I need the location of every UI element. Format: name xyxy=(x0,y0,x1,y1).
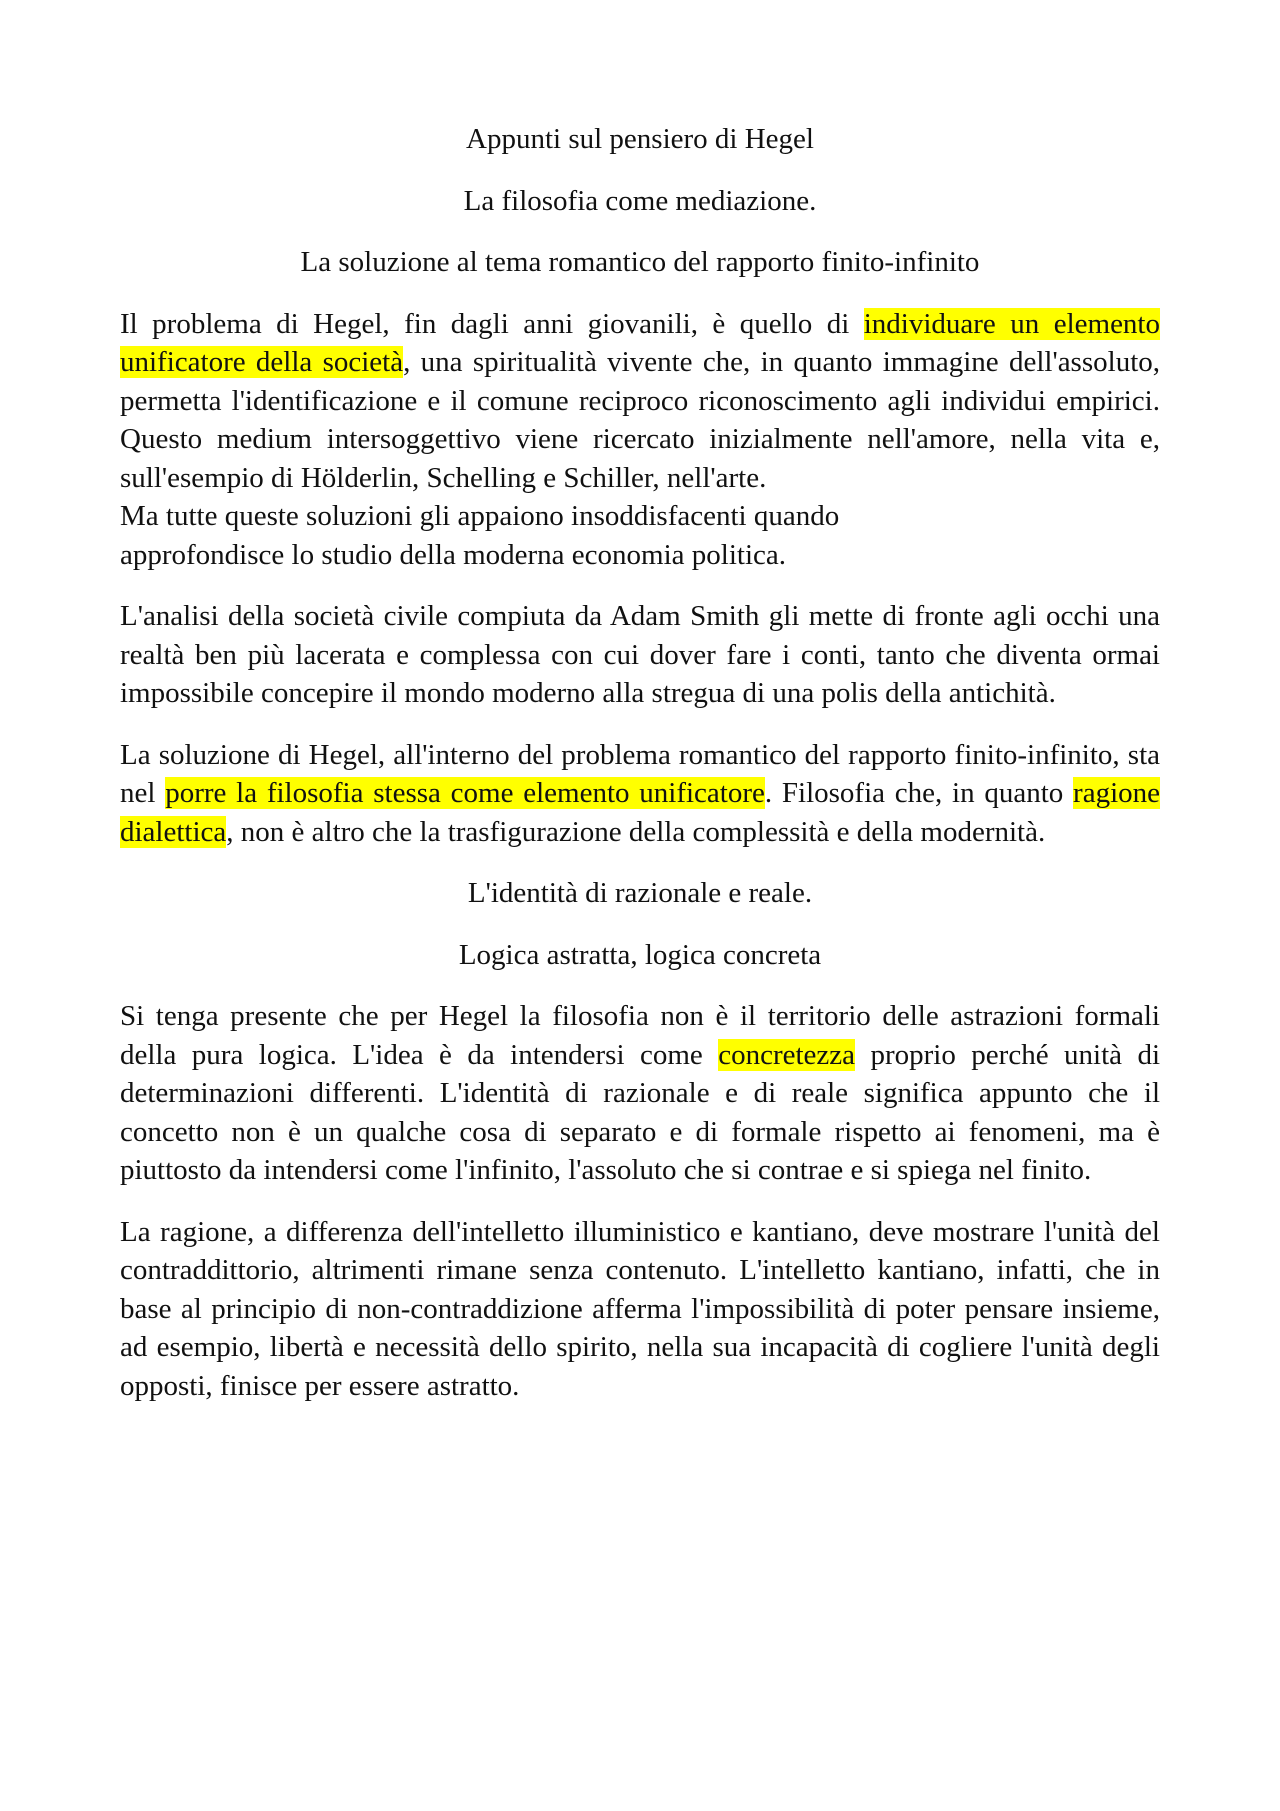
document-page xyxy=(120,120,1160,1428)
paragraph-3-text-a: La soluzione di Hegel, all'interno del problema romantico del rapporto finito-infinito, sta nel xyxy=(120,738,1160,809)
paragraph-1 xyxy=(120,305,1160,575)
paragraph-1-text-a: Il problema di Hegel, fin dagli anni giovanili, è quello di xyxy=(120,307,864,340)
paragraph-5: La ragione, a differenza dell'intelletto illuministico e kantiano, deve mostrare l'unità del contraddittorio, altrimenti rimane senza contenuto. L'intelletto kantiano, infatti, che in base al principio di non-contraddizione afferma l'impossibilità di poter pensare insieme, ad esempio, libertà e necessità dello spirito, nella sua incapacità di cogliere l'unità degli opposti, finisce per essere astratto. xyxy=(120,1215,1160,1402)
highlight-elemento-unificatore: individuare un elemento unificatore della società xyxy=(120,307,1160,378)
paragraph-1-text-b: , una spiritualità vivente che, in quanto immagine dell'assoluto, permetta l'identificazione e il comune reciproco riconoscimento agli individui empirici. Questo medium intersoggettivo viene ricercato inizialmente nell'amore, nella vita e, sull'esempio di Hölderlin, Schelling e Schiller, nell'arte. xyxy=(120,346,1160,494)
highlight-ragione-dialettica: ragione dialettica xyxy=(120,777,1161,848)
paragraph-1-line-2: approfondisce lo studio della moderna economia politica. xyxy=(120,538,786,571)
section-heading-mediazione: La filosofia come mediazione. xyxy=(463,184,817,217)
document-title: Appunti sul pensiero di Hegel xyxy=(466,123,814,155)
paragraph-1-line-1: Ma tutte queste soluzioni gli appaiono insoddisfacenti quando xyxy=(120,500,840,532)
paragraph-3 xyxy=(120,736,1160,852)
section-heading-identita: L'identità di razionale e reale. xyxy=(467,877,813,909)
paragraph-3-text-c: , non è altro che la trasfigurazione della complessità e della modernità. xyxy=(226,815,1046,848)
paragraph-4-text-b: proprio perché unità di determinazioni differenti. L'identità di razionale e di reale significa appunto che il concetto non è un qualche cosa di separato e di formale rispetto ai fenomeni, ma è piuttosto da intendersi come l'infinito, l'assoluto che si contrae e si spiega nel finito. xyxy=(120,1038,1160,1186)
paragraph-4-text-a: Si tenga presente che per Hegel la filosofia non è il territorio delle astrazioni formali della pura logica. L'idea è da intendersi come xyxy=(120,1000,1160,1071)
highlight-porre-la-filosofia: porre la filosofia stessa come elemento unificatore xyxy=(165,777,765,809)
section-subheading-logica: Logica astratta, logica concreta xyxy=(458,938,822,971)
paragraph-4 xyxy=(120,997,1160,1190)
highlight-concretezza: concretezza xyxy=(718,1038,856,1071)
paragraph-3-text-b: . Filosofia che, in quanto xyxy=(764,777,1074,809)
paragraph-2: L'analisi della società civile compiuta da Adam Smith gli mette di fronte agli occhi una realtà ben più lacerata e complessa con cui dover fare i conti, tanto che diventa ormai impossibile concepire il mondo moderno alla stregua di una polis della antichità. xyxy=(120,600,1160,709)
section-subheading-finito-infinito: La soluzione al tema romantico del rapporto finito-infinito xyxy=(300,246,980,278)
